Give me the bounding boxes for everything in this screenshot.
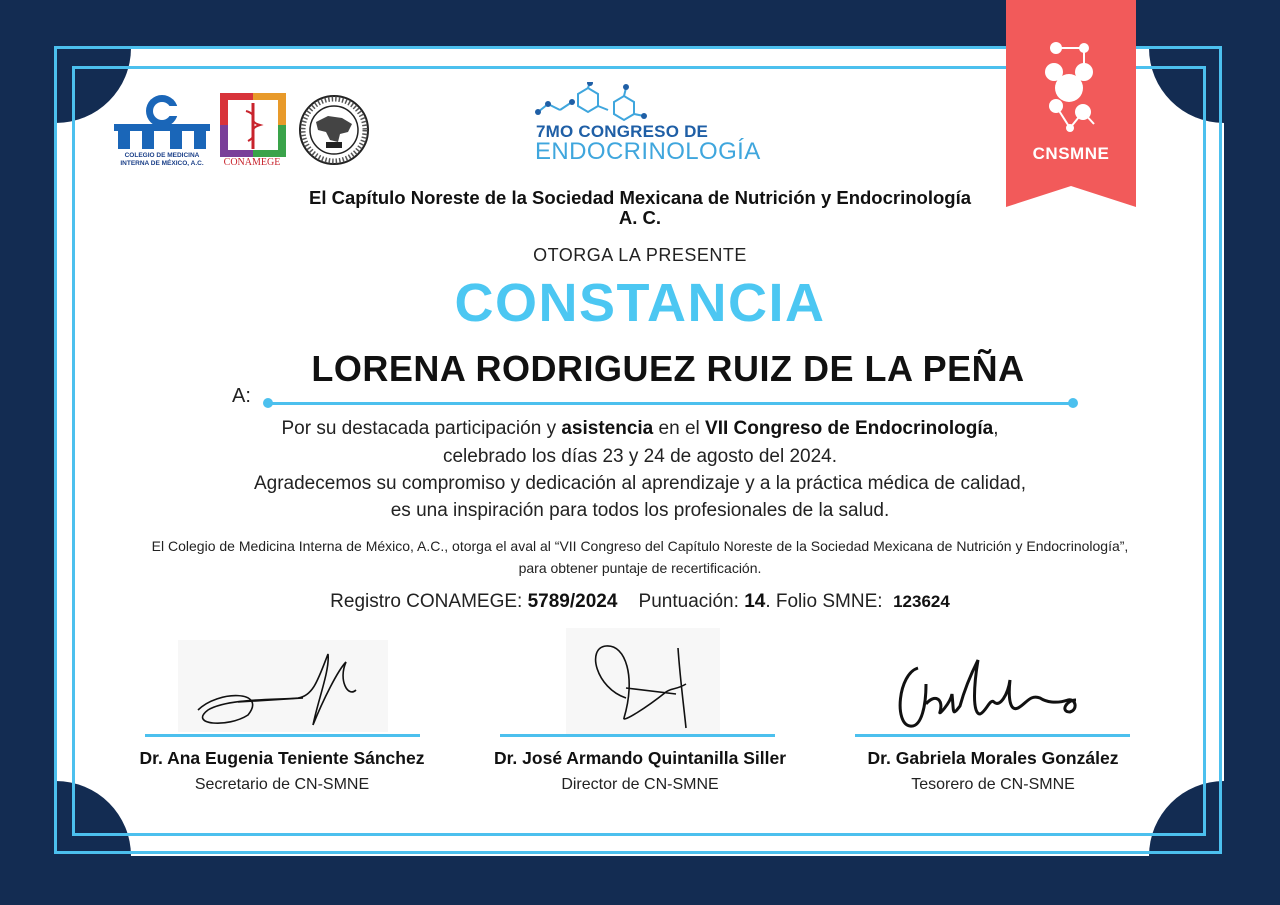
signature-line [855,734,1130,737]
folio-label: . Folio SMNE: [765,591,888,612]
line-dot [1068,398,1078,408]
body-paragraph-1 [160,418,1120,440]
body-paragraph-4: es una inspiración para todos los profesionales de la salud. [390,500,890,521]
body-bold-text: asistencia [561,418,654,439]
congreso-logo-line2: ENDOCRINOLOGÍA [535,138,761,165]
signer-name: Dr. Ana Eugenia Teniente Sánchez [139,748,425,768]
smne-seal-icon [298,94,372,166]
molecule-icon [534,82,664,122]
signature-line [145,734,420,737]
body-bold-text: VII Congreso de Endocrinología [705,418,994,439]
organization-title: El Capítulo Noreste de la Sociedad Mexicana de Nutrición y Endocrinología A. C. [308,187,972,228]
body-paragraph-2: celebrado los días 23 y 24 de agosto del 2024. [442,446,837,467]
name-underline [267,402,1073,405]
signature-icon [566,628,720,734]
signer-role: Director de CN-SMNE [561,776,719,793]
congreso-logo-line1: 7MO CONGRESO DE [536,122,709,141]
folio-value: 123624 [893,592,950,611]
score-value: 14 [744,591,766,612]
certificate-title: CONSTANCIA [454,273,826,333]
cmim-logo-label: COLEGIO DE MEDICINA INTERNA DE MÉXICO, A.C. [120,152,204,167]
signature-line [500,734,775,737]
body-text: , [993,418,999,439]
cmim-logo-icon [114,94,210,152]
body-paragraph-3: Agradecemos su compromiso y dedicación al aprendizaje y a la práctica médica de calidad, [253,473,1026,494]
signer-name: Dr. José Armando Quintanilla Siller [493,748,787,768]
body-text: en el [653,418,706,439]
registry-label: Registro CONAMEGE: [330,591,528,612]
aval-text: El Colegio de Medicina Interna de México, A.C., otorga el aval al “VII Congreso del Capítulo Noreste de la Sociedad Mexicana de Nutrición y Endocrinología”, para obtener puntaje de recertificación. [151,538,1129,576]
recipient-name: LORENA RODRIGUEZ RUIZ DE LA PEÑA [311,348,1025,389]
signer-name: Dr. Gabriela Morales González [867,748,1119,768]
conamege-logo-label: CONAMEGE [223,157,281,168]
signature-icon [178,640,388,732]
registry-value: 5789/2024 [527,591,618,612]
signer-role: Tesorero de CN-SMNE [911,776,1075,793]
body-text: Por su destacada participación y [281,418,562,439]
signer-role: Secretario de CN-SMNE [194,776,370,793]
recipient-prefix: A: [232,385,251,407]
score-label: Puntuación: [638,591,745,612]
signature-icon [890,654,1090,734]
conamege-logo-icon [220,93,286,157]
otorga-text: OTORGA LA PRESENTE [533,245,747,265]
registry-line [200,591,1080,613]
ribbon-label: CNSMNE [1032,144,1110,163]
cnsmne-ribbon [1006,0,1136,207]
